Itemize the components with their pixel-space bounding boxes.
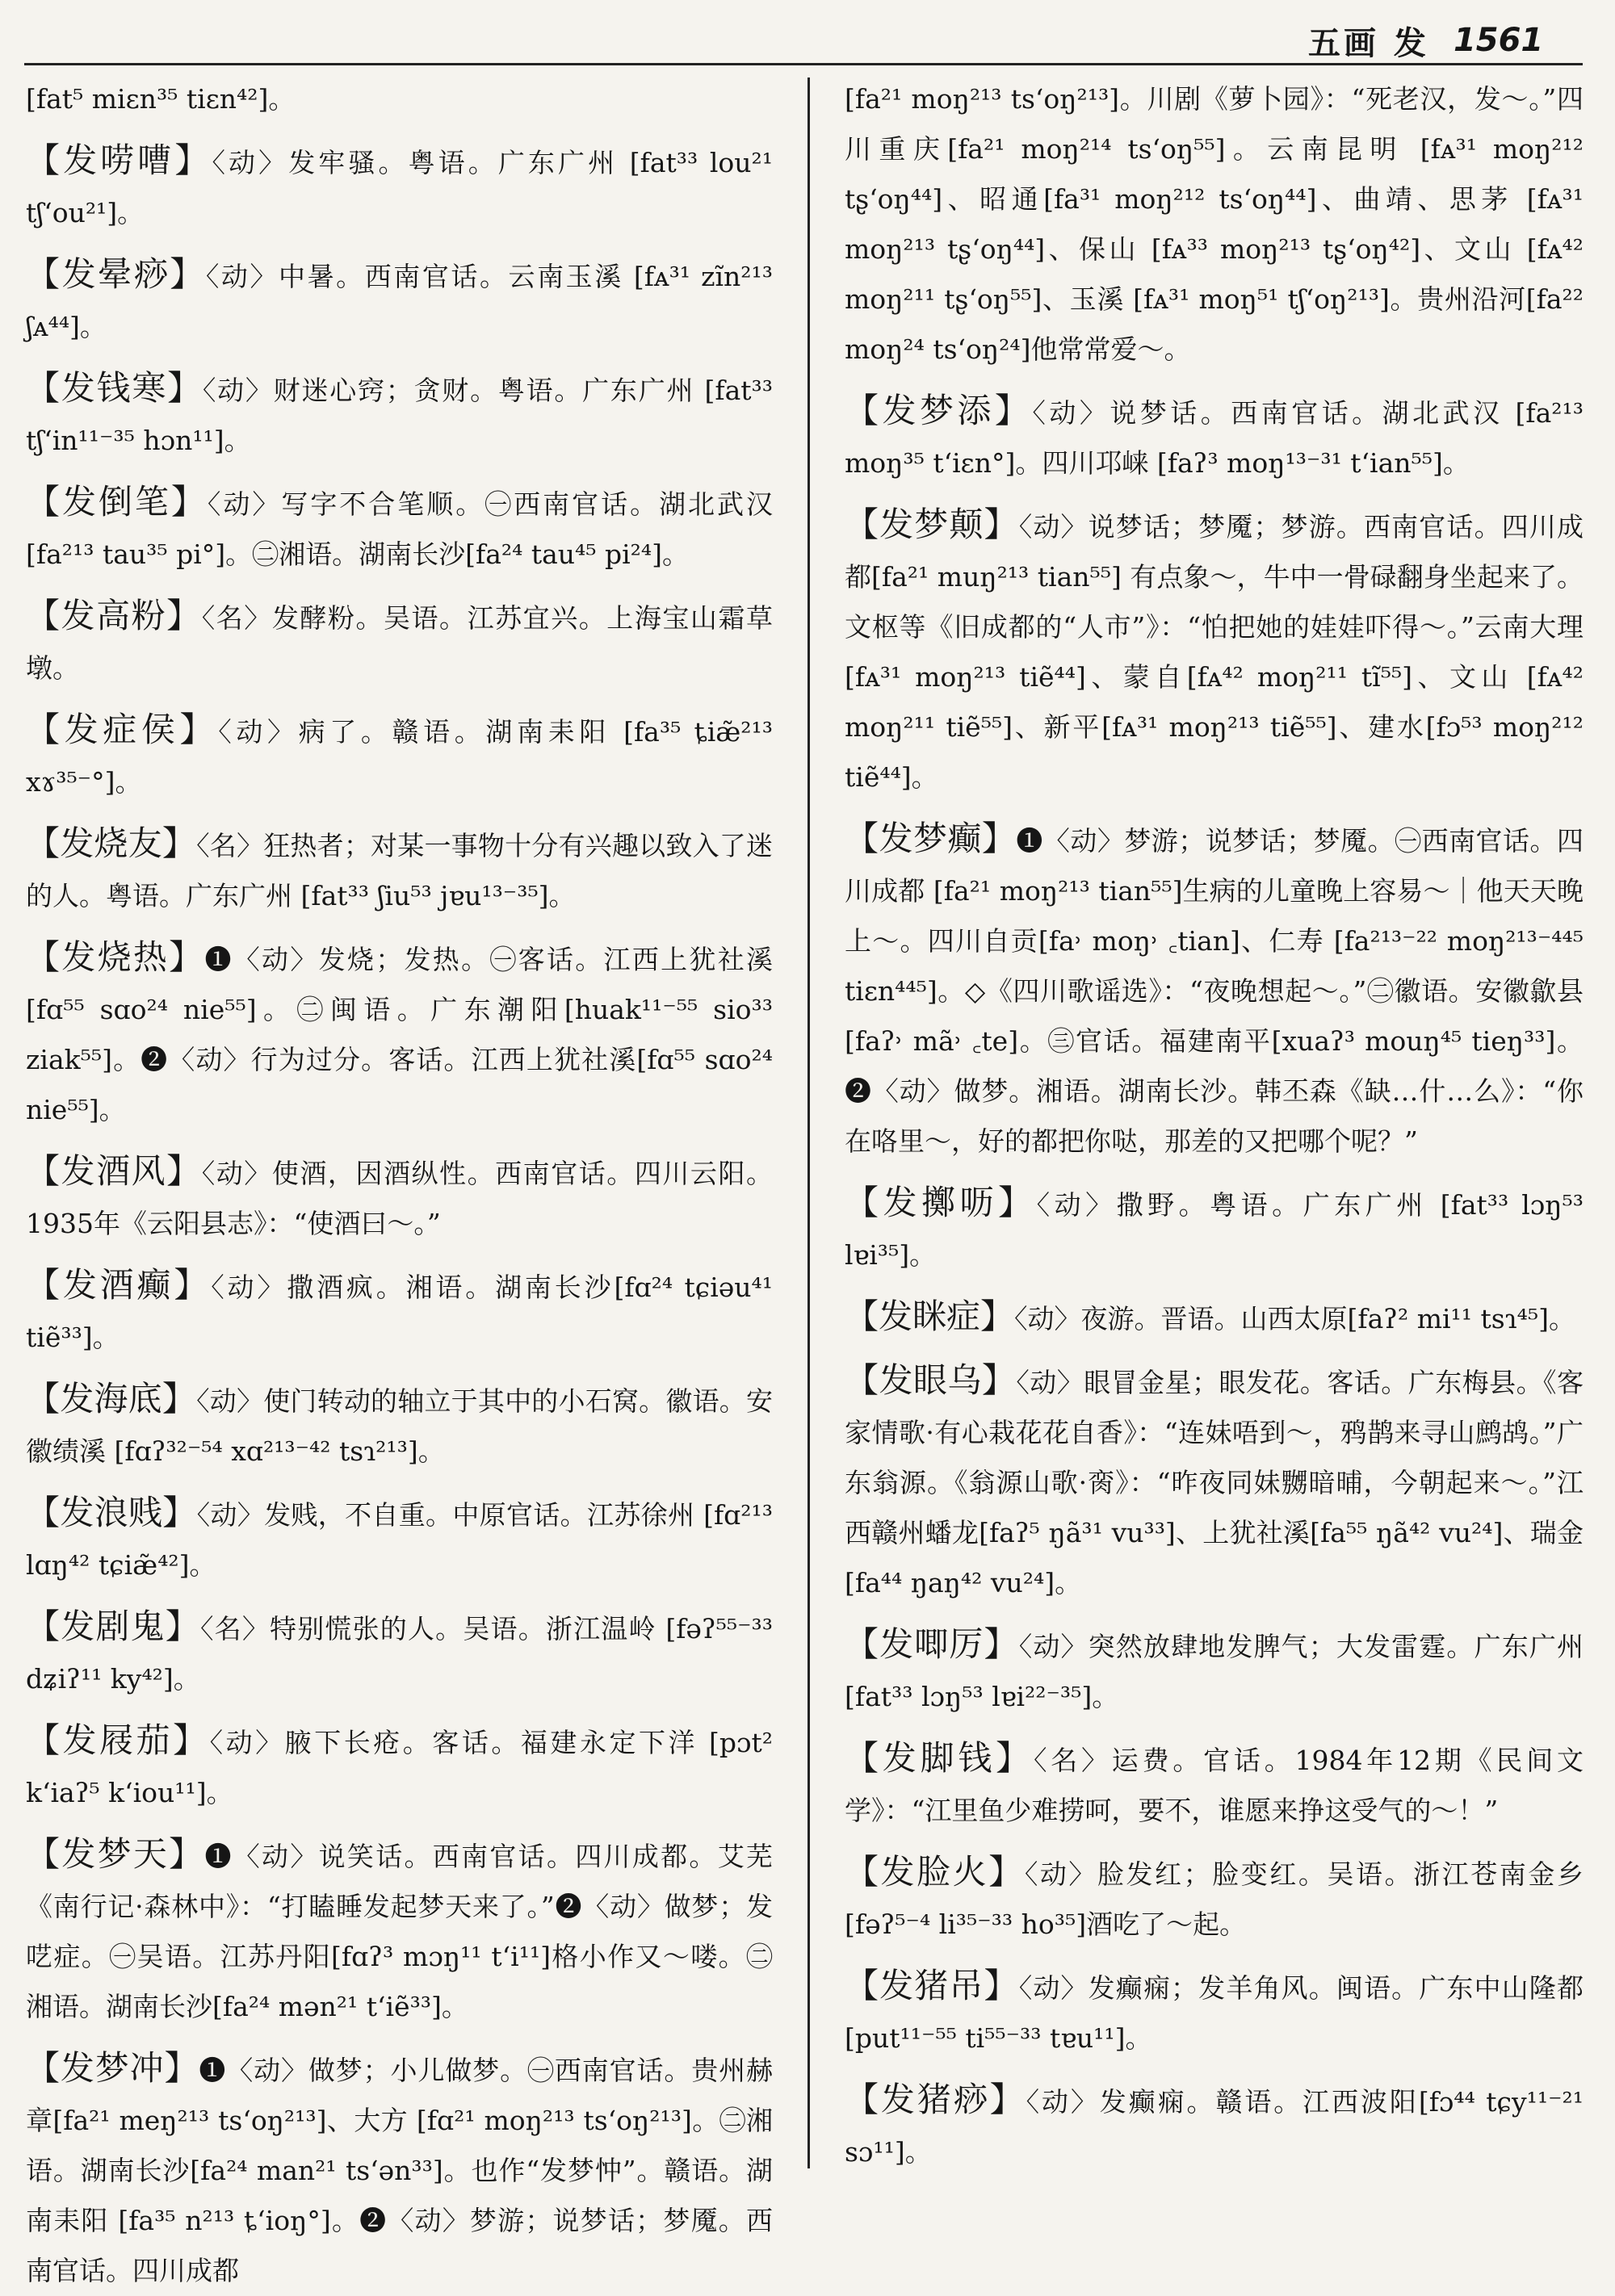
- entry-definition: ❶〈动〉发烧；发热。㊀客话。江西上犹社溪[fɑ⁵⁵ sɑo²⁴ nie⁵⁵]。㊁闽语。广东潮阳[huak¹¹⁻⁵⁵ sio³³ ziak⁵⁵]。❷〈动〉行为过分。客话。江西上犹社溪[fɑ⁵⁵ sɑo²⁴ nie⁵⁵]。: [26, 944, 773, 1125]
- entry-definition: 〈动〉写字不合笔顺。㊀西南官话。湖北武汉[fa²¹³ tau³⁵ pi°]。㊁湘语。湖南长沙[fa²⁴ tau⁴⁵ pi²⁴]。: [26, 488, 773, 570]
- entry-definition: ❶〈动〉梦游；说梦话；梦魇。㊀西南官话。四川成都 [fa²¹ moŋ²¹³ tian⁵⁵]生病的儿童晚上容易～｜他天天晚上～。四川自贡[fa˒ moŋ˒ ꜀tian]、仁寿 [fa²¹³⁻²² moŋ²¹³⁻⁴⁴⁵ tiɛn⁴⁴⁵]。◇《四川歌谣选》：“夜晚想起～。”㊁徽语。安徽歙县 [faʔ˒ mã˒ ꜀te]。㊂官话。福建南平[xuaʔ³ mouŋ⁴⁵ tieŋ³³]。❷〈动〉做梦。湘语。湖南长沙。韩丕森《缺…什…么》：“你在咯里～，好的都把你哒，那差的又把哪个呢？”: [845, 825, 1584, 1157]
- entry-headword: 【发眼乌】: [845, 1360, 1017, 1400]
- entry-headword: 【发梦颠】: [845, 505, 1019, 544]
- entry-headword: 【发倒笔】: [26, 482, 208, 522]
- entry-headword: 【发浪贱】: [26, 1493, 197, 1532]
- header-rule: [24, 63, 1583, 65]
- dictionary-entry: [26, 136, 773, 238]
- entry-headword: 【发酒癫】: [26, 1265, 212, 1305]
- dictionary-entry: [26, 74, 773, 124]
- entry-headword: 【发脸火】: [845, 1852, 1025, 1892]
- entry-definition: 〈动〉中暑。西南官话。云南玉溪 [fᴀ³¹ zĩn²¹³ ʃᴀ⁴⁴]。: [26, 261, 773, 342]
- entry-definition: 〈动〉突然放肆地发脾气；大发雷霆。广东广州[fat³³ lɔŋ⁵³ lɐi²²⁻³⁵]。: [845, 1631, 1584, 1712]
- entry-definition: 〈动〉发牢骚。粤语。广东广州 [fat³³ lou²¹ tʃ‘ou²¹]。: [26, 147, 773, 228]
- dictionary-entry: [845, 1178, 1584, 1280]
- entry-definition: 〈名〉特别慌张的人。吴语。浙江温岭 [fəʔ⁵⁵⁻³³ dʑiʔ¹¹ ky⁴²]。: [26, 1613, 773, 1695]
- entry-headword: 【发唠嘈】: [26, 140, 212, 180]
- entry-headword: 【发屐茄】: [26, 1720, 210, 1760]
- dictionary-entry: [26, 591, 773, 693]
- dictionary-entry: [845, 1619, 1584, 1722]
- dictionary-entry: [26, 1146, 773, 1249]
- entry-headword: 【发擲呖】: [845, 1183, 1037, 1222]
- dictionary-entry: [26, 1488, 773, 1590]
- dictionary-entry: [845, 500, 1584, 802]
- entry-definition: 〈动〉眼冒金星；眼发花。客话。广东梅县。《客家情歌·有心栽花花自香》：“连妹唔到～，鸦鹊来寻山鹧鸪。”广东翁源。《翁源山歌·脔》：“昨夜同妹嬲暗晡，今朝起来～。”江西赣州蟠龙[faʔ⁵ ŋã³¹ vu³³]、上犹社溪[fa⁵⁵ ŋã⁴² vu²⁴]、瑞金[fa⁴⁴ ŋaŋ⁴² vu²⁴]。: [845, 1367, 1584, 1598]
- entry-definition: 〈动〉说梦话。西南官话。湖北武汉 [fa²¹³ moŋ³⁵ t‘iɛn°]。四川邛崃 [faʔ³ moŋ¹³⁻³¹ t‘ian⁵⁵]。: [845, 397, 1584, 479]
- dictionary-entry: [26, 2043, 773, 2296]
- right-column: [845, 74, 1584, 2168]
- dictionary-entry: [845, 814, 1584, 1167]
- entry-headword: 【发唧厉】: [845, 1624, 1019, 1664]
- dictionary-entry: [26, 1374, 773, 1477]
- dictionary-entry: [845, 1733, 1584, 1836]
- dictionary-entry: [845, 386, 1584, 488]
- dictionary-entry: [26, 1716, 773, 1818]
- entry-definition: 〈动〉发贱，不自重。中原官话。江苏徐州 [fɑ²¹³ lɑŋ⁴² tɕiæ̃⁴²]。: [26, 1499, 773, 1581]
- entry-definition: 〈动〉发癫痫；发羊角风。闽语。广东中山隆都[put¹¹⁻⁵⁵ ti⁵⁵⁻³³ tɐu¹¹]。: [845, 1972, 1584, 2054]
- dictionary-entry: [26, 1829, 773, 2032]
- dictionary-entry: [26, 1260, 773, 1363]
- entry-definition: 〈动〉夜游。晋语。山西太原[faʔ² mi¹¹ tsɿ⁴⁵]。: [1014, 1303, 1575, 1334]
- entry-definition: 〈动〉腋下长疮。客话。福建永定下洋 [pɔt² k‘iaʔ⁵ k‘iou¹¹]。: [26, 1727, 773, 1808]
- page-number: 1561: [1453, 22, 1544, 59]
- entry-definition: 〈动〉撒野。粤语。广东广州 [fat³³ lɔŋ⁵³ lɐi³⁵]。: [845, 1189, 1584, 1271]
- entry-definition: ❶〈动〉说笑话。西南官话。四川成都。艾芜《南行记·森林中》：“打瞌睡发起梦天来了。”❷〈动〉做梦；发呓症。㊀吴语。江苏丹阳[fɑʔ³ mɔŋ¹¹ t‘i¹¹]格小作又～喽。㊁湘语。湖南长沙[fa²⁴ mən²¹ t‘iẽ³³]。: [26, 1841, 773, 2022]
- dictionary-entry: [845, 2075, 1584, 2177]
- entry-definition: 〈动〉使酒，因酒纵性。西南官话。四川云阳。1935年《云阳县志》：“使酒曰～。”: [26, 1158, 773, 1239]
- entry-definition: 〈动〉发癫痫。赣语。江西波阳[fɔ⁴⁴ tɕy¹¹⁻²¹ sɔ¹¹]。: [845, 2086, 1584, 2168]
- entry-headword: 【发梦冲】: [26, 2048, 199, 2088]
- entry-definition: 〈名〉发酵粉。吴语。江苏宜兴。上海宝山霜草墩。: [26, 602, 773, 684]
- entry-definition: 〈动〉脸发红；脸变红。吴语。浙江苍南金乡 [fəʔ⁵⁻⁴ li³⁵⁻³³ ho³⁵]酒吃了～起。: [845, 1858, 1584, 1940]
- entry-definition: 〈名〉运费。官话。1984年12期《民间文学》：“江里鱼少难捞呵，要不，谁愿来挣这受气的～！”: [845, 1745, 1584, 1826]
- entry-headword: 【发剧鬼】: [26, 1607, 200, 1646]
- dictionary-entry: [26, 1602, 773, 1704]
- dictionary-entry: [26, 819, 773, 921]
- entry-definition: 〈动〉撒酒疯。湘语。湖南长沙[fɑ²⁴ tɕiəu⁴¹ tiẽ³³]。: [26, 1272, 773, 1353]
- entry-definition: 〈动〉使门转动的轴立于其中的小石窝。徽语。安徽绩溪 [fɑʔ³²⁻⁵⁴ xɑ²¹³⁻⁴² tsɿ²¹³]。: [26, 1385, 773, 1467]
- entry-headword: 【发症侯】: [26, 710, 219, 749]
- entry-headword: 【发脚钱】: [845, 1738, 1034, 1778]
- dictionary-entry: [845, 1847, 1584, 1950]
- dictionary-entry: [845, 1355, 1584, 1608]
- entry-headword: 【发海底】: [26, 1379, 197, 1418]
- entry-definition: 〈动〉说梦话；梦魇；梦游。西南官话。四川成都[fa²¹ muŋ²¹³ tian⁵⁵] 有点象～，牛中一骨碌翻身坐起来了。文枢等《旧成都的“人市”》：“怕把她的娃娃吓得～。”云南大理 [fᴀ³¹ moŋ²¹³ tiẽ⁴⁴]、蒙自[fᴀ⁴² moŋ²¹¹ tĩ⁵⁵]、文山 [fᴀ⁴² moŋ²¹¹ tiẽ⁵⁵]、新平[fᴀ³¹ moŋ²¹³ tiẽ⁵⁵]、建水[fɔ⁵³ moŋ²¹² tiẽ⁴⁴]。: [845, 511, 1584, 793]
- entry-definition: [fa²¹ moŋ²¹³ ts‘oŋ²¹³]。川剧《萝卜园》：“死老汉，发～。”四川重庆[fa²¹ moŋ²¹⁴ ts‘oŋ⁵⁵]。云南昆明 [fᴀ³¹ moŋ²¹² tʂ‘oŋ⁴⁴]、昭通[fa³¹ moŋ²¹² ts‘oŋ⁴⁴]、曲靖、思茅 [fᴀ³¹ moŋ²¹³ tʂ‘oŋ⁴⁴]、保山 [fᴀ³³ moŋ²¹³ tʂ‘oŋ⁴²]、文山 [fᴀ⁴² moŋ²¹¹ tʂ‘oŋ⁵⁵]、玉溪 [fᴀ³¹ moŋ⁵¹ tʃ‘oŋ²¹³]。贵州沿河[fa²² moŋ²⁴ ts‘oŋ²⁴]他常常爱～。: [845, 83, 1584, 365]
- entry-headword: 【发酒风】: [26, 1151, 202, 1191]
- dictionary-entry: [845, 1961, 1584, 2063]
- entry-headword: 【发梦天】: [26, 1834, 205, 1874]
- dictionary-entry: [845, 1292, 1584, 1344]
- entry-headword: 【发烧热】: [26, 937, 205, 977]
- entry-definition: 〈动〉财迷心窍；贪财。粤语。广东广州 [fat³³ tʃ‘in¹¹⁻³⁵ hɔn¹¹]。: [26, 375, 773, 456]
- column-divider: [808, 78, 810, 2168]
- left-column: [26, 74, 773, 2286]
- dictionary-entry: [26, 249, 773, 352]
- entry-definition: 〈动〉病了。赣语。湖南耒阳 [fa³⁵ ȶiæ̃²¹³ xɤ³⁵⁻°]。: [26, 716, 773, 798]
- entry-definition: [fat⁵ miɛn³⁵ tiɛn⁴²]。: [26, 83, 296, 115]
- dictionary-entry: [845, 74, 1584, 375]
- dictionary-entry: [26, 477, 773, 580]
- entry-definition: 〈名〉狂热者；对某一事物十分有兴趣以致入了迷的人。粤语。广东广州 [fat³³ ʃiu⁵³ jɐu¹³⁻³⁵]。: [26, 830, 773, 911]
- entry-definition: ❶〈动〉做梦；小儿做梦。㊀西南官话。贵州赫章[fa²¹ meŋ²¹³ ts‘oŋ²¹³]、大方 [fɑ²¹ moŋ²¹³ ts‘oŋ²¹³]。㊁湘语。湖南长沙[fa²⁴ man²¹ ts‘ən³³]。也作“发梦忡”。赣语。湖南耒阳 [fa³⁵ n²¹³ ȶ‘ioŋ°]。❷〈动〉梦游；说梦话；梦魇。西南官话。四川成都: [26, 2055, 773, 2286]
- page-header: [1308, 15, 1583, 66]
- dictionary-entry: [26, 932, 773, 1135]
- entry-headword: 【发晕痧】: [26, 254, 206, 294]
- section-title: 五画 发: [1308, 23, 1429, 62]
- entry-headword: 【发梦添】: [845, 391, 1033, 430]
- entry-headword: 【发眯症】: [845, 1297, 1015, 1336]
- dictionary-entry: [26, 705, 773, 807]
- entry-headword: 【发猪痧】: [845, 2080, 1026, 2119]
- entry-headword: 【发钱寒】: [26, 368, 203, 408]
- entry-headword: 【发猪吊】: [845, 1966, 1019, 2005]
- entry-headword: 【发烧友】: [26, 823, 197, 863]
- entry-headword: 【发梦癫】: [845, 819, 1017, 858]
- dictionary-entry: [26, 363, 773, 466]
- entry-headword: 【发高粉】: [26, 596, 202, 635]
